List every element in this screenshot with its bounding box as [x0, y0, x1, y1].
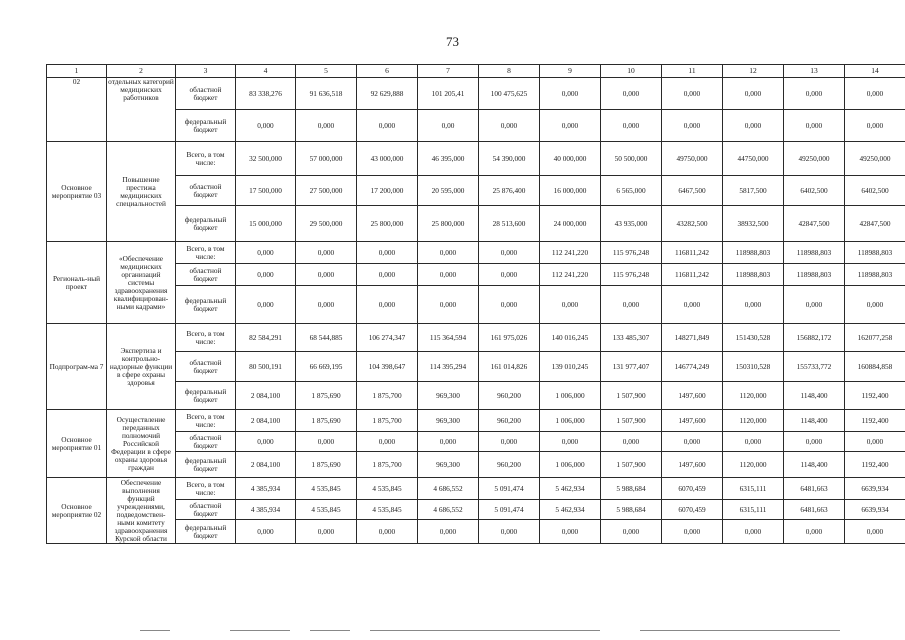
amount-cell: 6070,459 — [662, 500, 723, 520]
amount-cell: 161 014,826 — [479, 352, 540, 382]
amount-cell: 116811,242 — [662, 242, 723, 264]
program-name-cell: отдельных категорий медицинских работников — [107, 78, 176, 142]
amount-cell: 0,000 — [601, 286, 662, 324]
amount-cell: 6481,663 — [784, 500, 845, 520]
amount-cell: 0,000 — [418, 264, 479, 286]
table-row — [47, 382, 905, 410]
amount-cell: 0,000 — [540, 286, 601, 324]
amount-cell: 118988,803 — [784, 264, 845, 286]
amount-cell: 40 000,000 — [540, 142, 601, 176]
amount-cell: 5 988,684 — [601, 500, 662, 520]
table-row — [47, 286, 905, 324]
amount-cell: 0,000 — [236, 110, 296, 142]
budget-source-cell: областной бюджет — [176, 500, 236, 520]
amount-cell: 1497,600 — [662, 452, 723, 478]
amount-cell: 68 544,885 — [296, 324, 357, 352]
amount-cell: 0,000 — [418, 432, 479, 452]
amount-cell: 106 274,347 — [357, 324, 418, 352]
amount-cell: 146774,249 — [662, 352, 723, 382]
amount-cell: 960,200 — [479, 410, 540, 432]
amount-cell: 4 686,552 — [418, 478, 479, 500]
amount-cell: 1 875,700 — [357, 410, 418, 432]
amount-cell: 25 876,400 — [479, 176, 540, 206]
amount-cell: 0,000 — [845, 110, 905, 142]
program-code-cell: Основное мероприятие 03 — [47, 142, 107, 242]
amount-cell: 82 584,291 — [236, 324, 296, 352]
amount-cell: 17 500,000 — [236, 176, 296, 206]
amount-cell: 0,000 — [236, 432, 296, 452]
amount-cell: 148271,849 — [662, 324, 723, 352]
program-code-cell: 02 — [47, 78, 107, 142]
amount-cell: 0,000 — [479, 286, 540, 324]
amount-cell: 42847,500 — [784, 206, 845, 242]
amount-cell: 6639,934 — [845, 478, 905, 500]
amount-cell: 6402,500 — [845, 176, 905, 206]
program-name-cell: Осуществление переданных полномочий Российской Федерации в сфере охраны здоровья граждан — [107, 410, 176, 478]
amount-cell: 0,000 — [296, 286, 357, 324]
amount-cell: 1148,400 — [784, 382, 845, 410]
budget-source-cell: областной бюджет — [176, 432, 236, 452]
amount-cell: 0,000 — [784, 78, 845, 110]
amount-cell: 17 200,000 — [357, 176, 418, 206]
table-row — [47, 432, 905, 452]
amount-cell: 1148,400 — [784, 410, 845, 432]
amount-cell: 112 241,220 — [540, 264, 601, 286]
table-row — [47, 352, 905, 382]
table-row — [47, 410, 905, 432]
amount-cell: 0,000 — [845, 78, 905, 110]
amount-cell: 116811,242 — [662, 264, 723, 286]
column-header: 11 — [662, 65, 723, 78]
budget-source-cell: Всего, в том числе: — [176, 410, 236, 432]
amount-cell: 118988,803 — [845, 242, 905, 264]
amount-cell: 0,000 — [357, 520, 418, 544]
amount-cell: 5 091,474 — [479, 478, 540, 500]
amount-cell: 150310,528 — [723, 352, 784, 382]
amount-cell: 4 385,934 — [236, 500, 296, 520]
amount-cell: 0,000 — [236, 242, 296, 264]
amount-cell: 66 669,195 — [296, 352, 357, 382]
amount-cell: 1 006,000 — [540, 452, 601, 478]
amount-cell: 27 500,000 — [296, 176, 357, 206]
amount-cell: 1148,400 — [784, 452, 845, 478]
amount-cell: 0,000 — [540, 110, 601, 142]
amount-cell: 0,000 — [662, 432, 723, 452]
amount-cell: 0,000 — [845, 520, 905, 544]
column-header: 7 — [418, 65, 479, 78]
column-header: 12 — [723, 65, 784, 78]
budget-source-cell: Всего, в том числе: — [176, 142, 236, 176]
amount-cell: 115 976,248 — [601, 264, 662, 286]
budget-source-cell: областной бюджет — [176, 78, 236, 110]
amount-cell: 4 535,845 — [296, 478, 357, 500]
table-row — [47, 142, 905, 176]
amount-cell: 960,200 — [479, 382, 540, 410]
amount-cell: 115 976,248 — [601, 242, 662, 264]
amount-cell: 104 398,647 — [357, 352, 418, 382]
amount-cell: 0,000 — [723, 520, 784, 544]
amount-cell: 0,000 — [296, 264, 357, 286]
amount-cell: 0,000 — [236, 264, 296, 286]
amount-cell: 80 500,191 — [236, 352, 296, 382]
program-name-cell: Повышение престижа медицинских специальностей — [107, 142, 176, 242]
amount-cell: 100 475,625 — [479, 78, 540, 110]
amount-cell: 5 988,684 — [601, 478, 662, 500]
amount-cell: 0,000 — [479, 264, 540, 286]
amount-cell: 0,000 — [723, 286, 784, 324]
amount-cell: 0,000 — [357, 432, 418, 452]
amount-cell: 0,000 — [601, 432, 662, 452]
amount-cell: 6639,934 — [845, 500, 905, 520]
amount-cell: 46 395,000 — [418, 142, 479, 176]
amount-cell: 91 636,518 — [296, 78, 357, 110]
amount-cell: 4 686,552 — [418, 500, 479, 520]
amount-cell: 6315,111 — [723, 478, 784, 500]
amount-cell: 49250,000 — [845, 142, 905, 176]
amount-cell: 5817,500 — [723, 176, 784, 206]
budget-source-cell: Всего, в том числе: — [176, 242, 236, 264]
amount-cell: 49750,000 — [662, 142, 723, 176]
amount-cell: 25 800,000 — [357, 206, 418, 242]
amount-cell: 0,000 — [296, 432, 357, 452]
column-header: 10 — [601, 65, 662, 78]
program-name-cell: Обеспечение выполнения функций учреждениями, подведомствен-ными комитету здравоохранения Курской области — [107, 478, 176, 544]
amount-cell: 131 977,407 — [601, 352, 662, 382]
amount-cell: 1 507,900 — [601, 452, 662, 478]
table-row — [47, 242, 905, 264]
budget-table — [46, 64, 905, 544]
amount-cell: 1497,600 — [662, 410, 723, 432]
amount-cell: 0,000 — [357, 242, 418, 264]
amount-cell: 969,300 — [418, 382, 479, 410]
program-name-cell: «Обеспечение медицинских организаций системы здравоохранения квалифицирован-ными кадрами» — [107, 242, 176, 324]
column-header: 13 — [784, 65, 845, 78]
amount-cell: 1 507,900 — [601, 382, 662, 410]
table-row — [47, 110, 905, 142]
table-row — [47, 500, 905, 520]
amount-cell: 0,000 — [601, 78, 662, 110]
amount-cell: 0,000 — [540, 78, 601, 110]
amount-cell: 1 006,000 — [540, 382, 601, 410]
amount-cell: 0,000 — [784, 110, 845, 142]
table-row — [47, 206, 905, 242]
amount-cell: 1192,400 — [845, 382, 905, 410]
amount-cell: 0,000 — [479, 520, 540, 544]
amount-cell: 0,000 — [236, 286, 296, 324]
table-row — [47, 78, 905, 110]
amount-cell: 0,000 — [845, 432, 905, 452]
amount-cell: 1 006,000 — [540, 410, 601, 432]
amount-cell: 0,000 — [784, 432, 845, 452]
amount-cell: 25 800,000 — [418, 206, 479, 242]
amount-cell: 118988,803 — [723, 242, 784, 264]
amount-cell: 0,000 — [540, 432, 601, 452]
table-row — [47, 452, 905, 478]
amount-cell: 0,000 — [723, 110, 784, 142]
amount-cell: 160884,858 — [845, 352, 905, 382]
budget-source-cell: Всего, в том числе: — [176, 324, 236, 352]
amount-cell: 1497,600 — [662, 382, 723, 410]
amount-cell: 133 485,307 — [601, 324, 662, 352]
amount-cell: 101 205,41 — [418, 78, 479, 110]
amount-cell: 0,000 — [601, 520, 662, 544]
amount-cell: 0,000 — [662, 520, 723, 544]
amount-cell: 0,000 — [418, 520, 479, 544]
amount-cell: 44750,000 — [723, 142, 784, 176]
amount-cell: 0,000 — [236, 520, 296, 544]
amount-cell: 92 629,888 — [357, 78, 418, 110]
amount-cell: 49250,000 — [784, 142, 845, 176]
header-row — [47, 65, 905, 78]
budget-source-cell: федеральный бюджет — [176, 452, 236, 478]
column-header: 9 — [540, 65, 601, 78]
budget-source-cell: областной бюджет — [176, 264, 236, 286]
program-code-cell: Основное мероприятие 01 — [47, 410, 107, 478]
amount-cell: 0,000 — [296, 110, 357, 142]
column-header: 4 — [236, 65, 296, 78]
table-row — [47, 176, 905, 206]
amount-cell: 16 000,000 — [540, 176, 601, 206]
amount-cell: 161 975,026 — [479, 324, 540, 352]
amount-cell: 4 385,934 — [236, 478, 296, 500]
amount-cell: 24 000,000 — [540, 206, 601, 242]
amount-cell: 0,000 — [784, 520, 845, 544]
amount-cell: 0,000 — [662, 286, 723, 324]
amount-cell: 0,000 — [357, 264, 418, 286]
amount-cell: 0,000 — [601, 110, 662, 142]
amount-cell: 960,200 — [479, 452, 540, 478]
budget-source-cell: федеральный бюджет — [176, 286, 236, 324]
budget-source-cell: областной бюджет — [176, 352, 236, 382]
amount-cell: 140 016,245 — [540, 324, 601, 352]
amount-cell: 0,000 — [296, 520, 357, 544]
program-name-cell: Экспертиза и контрольно-надзорные функции в сфере охраны здоровья — [107, 324, 176, 410]
column-header: 2 — [107, 65, 176, 78]
amount-cell: 0,000 — [723, 432, 784, 452]
amount-cell: 0,00 — [418, 110, 479, 142]
amount-cell: 43282,500 — [662, 206, 723, 242]
amount-cell: 0,000 — [357, 110, 418, 142]
amount-cell: 42847,500 — [845, 206, 905, 242]
amount-cell: 5 462,934 — [540, 478, 601, 500]
amount-cell: 20 595,000 — [418, 176, 479, 206]
amount-cell: 0,000 — [845, 286, 905, 324]
amount-cell: 32 500,000 — [236, 142, 296, 176]
amount-cell: 4 535,845 — [296, 500, 357, 520]
amount-cell: 156882,172 — [784, 324, 845, 352]
table-row — [47, 478, 905, 500]
table-row — [47, 324, 905, 352]
amount-cell: 2 084,100 — [236, 452, 296, 478]
amount-cell: 54 390,000 — [479, 142, 540, 176]
budget-source-cell: федеральный бюджет — [176, 110, 236, 142]
column-header: 1 — [47, 65, 107, 78]
amount-cell: 1192,400 — [845, 452, 905, 478]
amount-cell: 43 935,000 — [601, 206, 662, 242]
amount-cell: 15 000,000 — [236, 206, 296, 242]
amount-cell: 1 875,700 — [357, 382, 418, 410]
amount-cell: 2 084,100 — [236, 382, 296, 410]
amount-cell: 6070,459 — [662, 478, 723, 500]
page-number: 73 — [446, 34, 459, 49]
column-header: 6 — [357, 65, 418, 78]
budget-source-cell: федеральный бюджет — [176, 382, 236, 410]
amount-cell: 0,000 — [357, 286, 418, 324]
amount-cell: 118988,803 — [723, 264, 784, 286]
amount-cell: 38932,500 — [723, 206, 784, 242]
amount-cell: 0,000 — [723, 78, 784, 110]
amount-cell: 1192,400 — [845, 410, 905, 432]
amount-cell: 0,000 — [662, 110, 723, 142]
column-header: 3 — [176, 65, 236, 78]
amount-cell: 139 010,245 — [540, 352, 601, 382]
amount-cell: 5 091,474 — [479, 500, 540, 520]
amount-cell: 1 875,700 — [357, 452, 418, 478]
amount-cell: 0,000 — [418, 242, 479, 264]
budget-source-cell: федеральный бюджет — [176, 206, 236, 242]
table-row — [47, 264, 905, 286]
amount-cell: 115 364,594 — [418, 324, 479, 352]
amount-cell: 29 500,000 — [296, 206, 357, 242]
amount-cell: 151430,528 — [723, 324, 784, 352]
budget-source-cell: областной бюджет — [176, 176, 236, 206]
amount-cell: 1 875,690 — [296, 382, 357, 410]
amount-cell: 50 500,000 — [601, 142, 662, 176]
program-code-cell: Региональ-ный проект — [47, 242, 107, 324]
amount-cell: 0,000 — [784, 286, 845, 324]
amount-cell: 1120,000 — [723, 452, 784, 478]
amount-cell: 155733,772 — [784, 352, 845, 382]
amount-cell: 969,300 — [418, 410, 479, 432]
amount-cell: 2 084,100 — [236, 410, 296, 432]
amount-cell: 83 338,276 — [236, 78, 296, 110]
column-header: 5 — [296, 65, 357, 78]
program-code-cell: Подпрограм-ма 7 — [47, 324, 107, 410]
amount-cell: 112 241,220 — [540, 242, 601, 264]
amount-cell: 1120,000 — [723, 382, 784, 410]
amount-cell: 6467,500 — [662, 176, 723, 206]
amount-cell: 43 000,000 — [357, 142, 418, 176]
page-bottom-edge — [140, 630, 840, 634]
amount-cell: 6 565,000 — [601, 176, 662, 206]
amount-cell: 6402,500 — [784, 176, 845, 206]
amount-cell: 0,000 — [540, 520, 601, 544]
amount-cell: 0,000 — [418, 286, 479, 324]
table-body — [47, 78, 905, 544]
amount-cell: 0,000 — [479, 110, 540, 142]
amount-cell: 0,000 — [479, 242, 540, 264]
program-code-cell: Основное мероприятие 02 — [47, 478, 107, 544]
amount-cell: 4 535,845 — [357, 478, 418, 500]
amount-cell: 1120,000 — [723, 410, 784, 432]
budget-source-cell: федеральный бюджет — [176, 520, 236, 544]
amount-cell: 162077,258 — [845, 324, 905, 352]
amount-cell: 118988,803 — [784, 242, 845, 264]
amount-cell: 4 535,845 — [357, 500, 418, 520]
amount-cell: 1 507,900 — [601, 410, 662, 432]
budget-source-cell: Всего, в том числе: — [176, 478, 236, 500]
table-row — [47, 520, 905, 544]
amount-cell: 1 875,690 — [296, 452, 357, 478]
amount-cell: 969,300 — [418, 452, 479, 478]
amount-cell: 5 462,934 — [540, 500, 601, 520]
amount-cell: 0,000 — [296, 242, 357, 264]
amount-cell: 1 875,690 — [296, 410, 357, 432]
amount-cell: 6481,663 — [784, 478, 845, 500]
amount-cell: 6315,111 — [723, 500, 784, 520]
column-header: 14 — [845, 65, 905, 78]
amount-cell: 114 395,294 — [418, 352, 479, 382]
column-header: 8 — [479, 65, 540, 78]
amount-cell: 0,000 — [662, 78, 723, 110]
amount-cell: 0,000 — [479, 432, 540, 452]
amount-cell: 28 513,600 — [479, 206, 540, 242]
amount-cell: 118988,803 — [845, 264, 905, 286]
amount-cell: 57 000,000 — [296, 142, 357, 176]
